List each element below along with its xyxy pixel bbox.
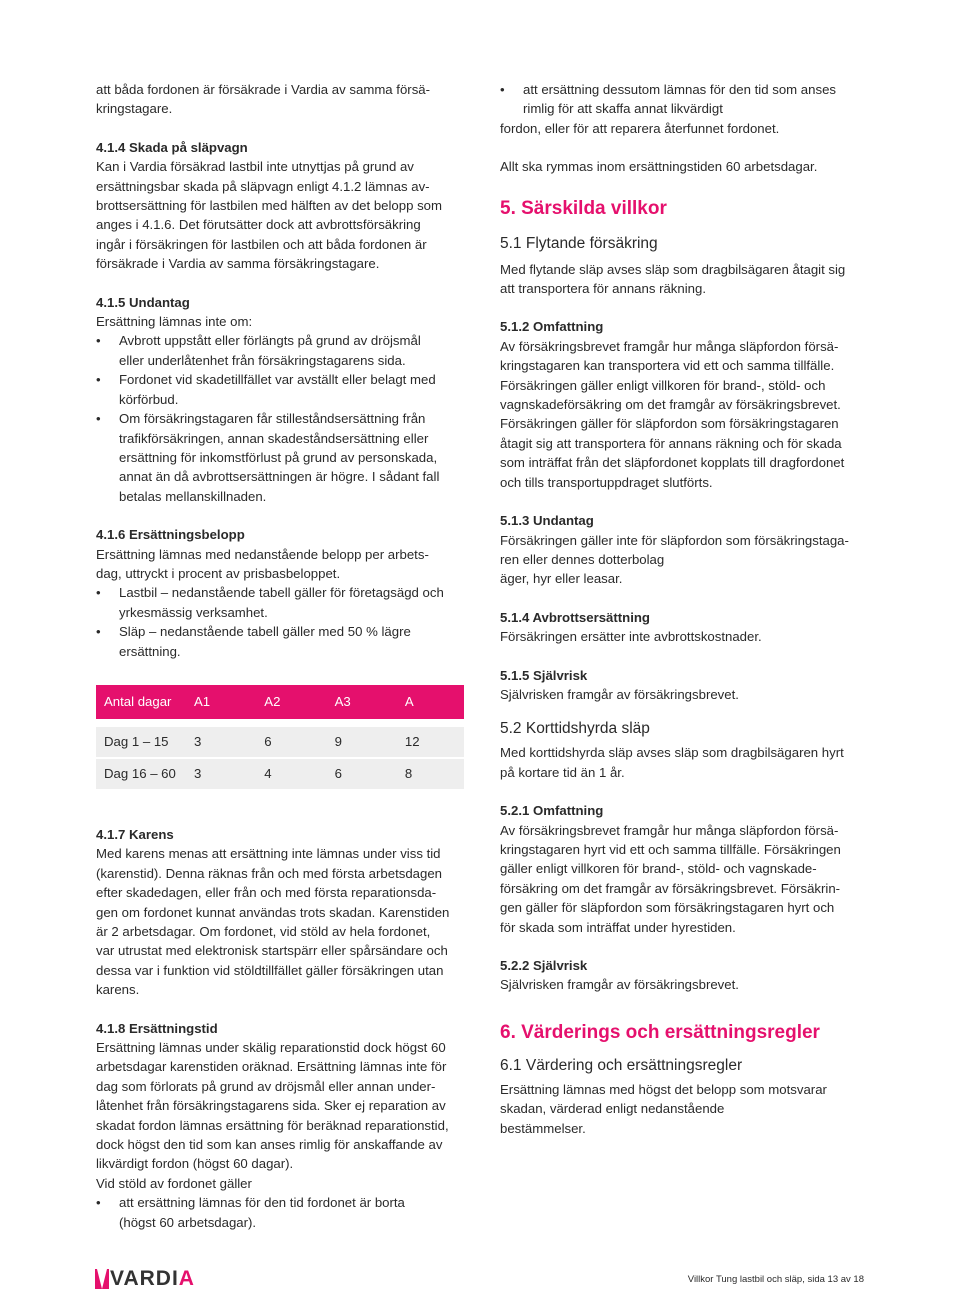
vardia-logo xyxy=(95,1268,195,1290)
table-cell: Dag 16 – 60 xyxy=(96,759,186,789)
text-line: Av försäkringsbrevet framgår hur många släpfordon försä- xyxy=(500,822,839,838)
theft-list xyxy=(96,1193,468,1232)
section-5-2-2-heading: 5.2.2 Självrisk xyxy=(500,958,588,973)
section-4-1-7-body xyxy=(96,844,468,999)
text-line: som inträffat från det släpfordonet kopplats till dragfordonet xyxy=(500,455,845,471)
text-line: försäkrade i Vardia av samma försäkringstagare. xyxy=(96,256,380,272)
text-line: var utrustat med elektronisk startspärr eller spårsändare och xyxy=(96,943,448,959)
table-row xyxy=(96,759,464,789)
table-cell: 9 xyxy=(327,727,397,757)
text-line: dag som förlorats på grund av dröjsmål eller annan under- xyxy=(96,1078,436,1094)
section-5-1-3-heading: 5.1.3 Undantag xyxy=(500,513,594,529)
text-line: Med flytande släp avses släp som dragbilsägaren åtagit sig xyxy=(500,261,846,277)
text-line: skadat fordon lämnas ersättning för beräknad reparationstid, xyxy=(96,1117,449,1133)
section-4-1-4-body xyxy=(96,157,468,273)
section-4-1-6-heading: 4.1.6 Ersättningsbelopp xyxy=(96,527,245,543)
text-line: bestämmelser. xyxy=(500,1120,586,1136)
text-line: kringstagaren kan transportera vid ett och samma tillfälle. xyxy=(500,358,835,374)
text-line: ren eller dennes dotterbolag xyxy=(500,551,665,567)
text-line: äger, hyr eller leasar. xyxy=(500,571,623,587)
intro-line-1: att båda fordonen är försäkrade i Vardia av samma försä- xyxy=(96,82,431,97)
text-line: Självrisken framgår av försäkringsbrevet. xyxy=(500,977,739,993)
table-cell: 12 xyxy=(397,727,464,757)
section-4-1-7-heading: 4.1.7 Karens xyxy=(96,826,174,842)
text-line: skadan, värderad enligt nedanstående xyxy=(500,1101,725,1117)
column-header: A1 xyxy=(186,685,256,719)
table-header-row xyxy=(96,685,464,719)
text-line: för skada som inträffat under hyrestiden. xyxy=(500,919,736,935)
text-line: och tills transportuppdraget slutförts. xyxy=(500,474,713,490)
text-line: dag, uttryckt i procent av prisbasbeloppet. xyxy=(96,565,341,581)
section-4-1-8-body xyxy=(96,1038,468,1193)
text-line: på kortare tid än 1 år. xyxy=(500,764,625,780)
text-line: brottsersättning för lastbilen med hälften av det belopp som xyxy=(96,198,443,214)
column-header: A3 xyxy=(327,685,397,719)
section-4-1-8-heading: 4.1.8 Ersättningstid xyxy=(96,1020,218,1036)
column-header: Antal dagar xyxy=(96,685,186,719)
table-cell: 3 xyxy=(186,727,256,757)
section-5-1-5-heading: 5.1.5 Självrisk xyxy=(500,667,588,683)
logo-mark-icon xyxy=(95,1269,109,1289)
text-line: Ersättning lämnas med nedanstående belopp per arbets- xyxy=(96,546,429,562)
text-line: Försäkringen gäller för släpfordon som försäkringstagaren xyxy=(500,416,839,432)
text-line: karens. xyxy=(96,982,140,998)
column-header: A xyxy=(397,685,464,719)
intro-line-2: kringstagare. xyxy=(96,101,173,117)
section-5-2-1-body xyxy=(500,821,872,937)
section-4-1-5-intro: Ersättning lämnas inte om: xyxy=(96,314,253,330)
list-item: • Lastbil – nedanstående tabell gäller för företagsägd och yrkesmässig verksamhet. xyxy=(96,583,468,622)
text-line: efter skadedagen, eller från och med första reparationsda- xyxy=(96,885,437,901)
table-cell: 6 xyxy=(327,759,397,789)
list-item: • Fordonet vid skadetillfället var avställt eller belagt med körförbud. xyxy=(96,370,468,409)
logo-wordmark: VARDIA xyxy=(110,1267,195,1290)
text-line: arbetsdagar karenstiden oräknad. Ersättning lämnas inte för xyxy=(96,1059,447,1075)
column-header: A2 xyxy=(256,685,326,719)
right-column xyxy=(500,80,872,1138)
list-item: • Släp – nedanstående tabell gäller med 50 % lägre ersättning. xyxy=(96,622,468,661)
left-column xyxy=(96,80,468,1232)
table-cell: 6 xyxy=(256,727,326,757)
section-6-1-heading: 6.1 Värdering och ersättningsregler xyxy=(500,1056,743,1074)
text-line: Självrisken framgår av försäkringsbrevet. xyxy=(500,686,739,702)
section-5-1-2-heading: 5.1.2 Omfattning xyxy=(500,319,604,335)
section-6-heading: 6. Värderings och ersättningsregler xyxy=(500,1021,820,1043)
section-4-1-5-heading: 4.1.5 Undantag xyxy=(96,294,190,310)
table-cell: 4 xyxy=(256,759,326,789)
table-cell: 3 xyxy=(186,759,256,789)
text-line: Kan i Vardia försäkrad lastbil inte utnyttjas på grund av xyxy=(96,159,414,175)
exclusions-list xyxy=(96,331,468,506)
continued-list xyxy=(500,80,872,138)
section-5-heading: 5. Särskilda villkor xyxy=(500,197,667,219)
section-5-1-heading: 5.1 Flytande försäkring xyxy=(500,234,658,252)
text-line: gen gäller för släpfordon som försäkringstagaren hyrt och xyxy=(500,900,835,916)
text-line: likvärdigt fordon (högst 60 dagar). xyxy=(96,1156,294,1172)
text-line: (karenstid). Denna räknas från och med första arbetsdagen xyxy=(96,865,442,881)
text-line: Ersättning lämnas med högst det belopp som motsvarar xyxy=(500,1081,827,1097)
section-5-1-2-body xyxy=(500,337,872,492)
list-item: • Avbrott uppstått eller förlängts på grund av dröjsmål eller underlåtenhet från försäkringstagarens sida. xyxy=(96,331,468,370)
section-5-2-heading: 5.2 Korttidshyrda släp xyxy=(500,720,650,738)
text-line: låtenhet från försäkringstagarens sida. Sker ej reparation av xyxy=(96,1098,446,1114)
text-line: gäller enligt villkoren för brand-, stöld- och vagnskade- xyxy=(500,861,817,877)
text-line: att transportera för annans räkning. xyxy=(500,281,706,297)
text-line: Med korttidshyrda släp avses släp som dragbilsägaren hyrt xyxy=(500,745,844,761)
text-line: Ersättning lämnas under skälig reparationstid dock högst 60 xyxy=(96,1040,446,1056)
section-5-1-4-heading: 5.1.4 Avbrottsersättning xyxy=(500,609,650,625)
section-4-1-4-heading: 4.1.4 Skada på släpvagn xyxy=(96,139,248,155)
text-line: Av försäkringsbrevet framgår hur många släpfordon försä- xyxy=(500,338,839,354)
text-line: Vid stöld av fordonet gäller xyxy=(96,1175,252,1191)
text-line: försäkring om det framgår av försäkringsbrevet. Försäkrin- xyxy=(500,880,841,896)
text-line: dessa var i funktion vid stöldtillfället gäller försäkringen utan xyxy=(96,962,444,978)
list-item: • att ersättning lämnas för den tid fordonet är borta (högst 60 arbetsdagar). xyxy=(96,1193,468,1232)
table-cell: 8 xyxy=(397,759,464,789)
table-row xyxy=(96,727,464,757)
text-line: gen om fordonet kunnat användas trots skadan. Karenstiden xyxy=(96,904,450,920)
text-line: kringstagaren hyrt vid ett och samma tillfälle. Försäkringen xyxy=(500,841,841,857)
section-5-2-1-heading: 5.2.1 Omfattning xyxy=(500,803,604,819)
text-line: är 2 arbetsdagar. Om fordonet, vid stöld av hela fordonet, xyxy=(96,924,431,939)
text-line: Försäkringen gäller inte för släpfordon som försäkringstaga- xyxy=(500,532,849,548)
list-item: • Om försäkringstagaren får stilleståndsersättning från trafikförsäkringen, annan skadeståndsersättning eller ersättning för inkomstförlust på grund av personskada, annat än då avbrottsersättningen är högre. I sådant fall betalas mellanskillnaden. xyxy=(96,409,468,506)
list-item: • att ersättning dessutom lämnas för den tid som anses rimlig för att skaffa annat likvärdigt fordon, eller för att reparera återfunnet fordonet. xyxy=(500,80,872,138)
text-line: ersättningsbar skada på släpvagn enligt 4.1.2 lämnas av- xyxy=(96,178,430,194)
text-line: anges i 4.1.6. Det förutsätter dock att avbrottsförsäkring xyxy=(96,217,421,233)
vehicle-type-list xyxy=(96,583,468,661)
text-line: Med karens menas att ersättning inte lämnas under viss tid xyxy=(96,846,441,862)
text-line: Försäkringen gäller enligt villkoren för brand-, stöld- och xyxy=(500,377,826,393)
text-line: ingår i försäkringen för lastbilen och att båda fordonen är xyxy=(96,236,427,252)
text-line: dock högst den tid som kan anses rimlig för anskaffande av xyxy=(96,1137,443,1153)
text-line: Försäkringen ersätter inte avbrottskostnader. xyxy=(500,629,762,645)
table-cell: Dag 1 – 15 xyxy=(96,727,186,757)
page-footer-label: Villkor Tung lastbil och släp, sida 13 av 18 xyxy=(687,1274,864,1285)
time-limit-note: Allt ska rymmas inom ersättningstiden 60 arbetsdagar. xyxy=(500,159,818,175)
compensation-table xyxy=(96,683,464,791)
text-line: vagnskadeförsäkring om det framgår av försäkringsbrevet. xyxy=(500,397,841,413)
text-line: åtagit sig att transportera för annans räkning och för skada xyxy=(500,435,842,451)
